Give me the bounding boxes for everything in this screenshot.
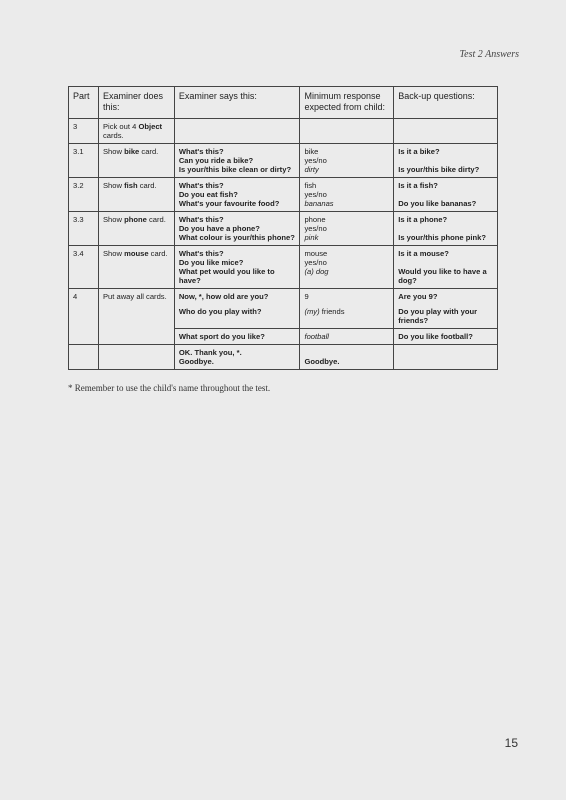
response-text: Goodbye.	[304, 357, 340, 366]
response-text: mouse	[304, 249, 328, 258]
action-object: phone	[124, 215, 147, 224]
backup-question: Is it a bike?	[398, 147, 440, 156]
part-cell: 3.1	[69, 144, 99, 178]
examiner-question: What's your favourite food?	[178, 199, 280, 208]
action-object: Object	[138, 122, 163, 131]
running-head: Test 2 Answers	[459, 49, 519, 60]
examiner-question: Goodbye.	[178, 357, 214, 366]
col-header-part: Part	[69, 87, 99, 119]
backup-question: Is it a phone?	[398, 215, 448, 224]
examiner-says-cell: Now, *, how old are you?	[174, 289, 300, 305]
action-cell	[98, 144, 174, 178]
response-text: friends	[319, 307, 345, 316]
examiner-says-cell	[174, 246, 300, 289]
response-cell	[300, 345, 394, 370]
table-row	[69, 289, 498, 305]
col-header-backup-questions: Back-up questions:	[394, 87, 498, 119]
table-row	[69, 246, 498, 289]
examiner-question: OK. Thank you, *.	[178, 348, 242, 357]
action-text: Show	[102, 181, 125, 190]
examiner-says-cell	[174, 345, 300, 370]
backup-question: Is it a mouse?	[398, 249, 449, 258]
response-cell	[300, 119, 394, 144]
action-text: card.	[148, 249, 168, 258]
response-text: (a) dog	[304, 267, 329, 276]
response-text: pink	[304, 233, 319, 242]
action-cell	[98, 212, 174, 246]
table-row	[69, 345, 498, 370]
examiner-question: What colour is your/this phone?	[178, 233, 295, 242]
examiner-says-cell	[174, 212, 300, 246]
page-number: 15	[504, 736, 518, 750]
spacer	[398, 190, 493, 199]
action-text: Show	[102, 249, 125, 258]
backup-cell	[394, 345, 498, 370]
table-row	[69, 119, 498, 144]
answers-table	[68, 86, 498, 370]
examiner-says-cell	[174, 178, 300, 212]
response-text: bananas	[304, 199, 334, 208]
backup-cell: Do you like football?	[394, 329, 498, 345]
response-text: yes/no	[304, 258, 327, 267]
backup-cell: Are you 9?	[394, 289, 498, 305]
action-text: Pick out 4	[102, 122, 139, 131]
part-cell	[69, 345, 99, 370]
action-object: mouse	[124, 249, 149, 258]
response-text: yes/no	[304, 224, 327, 233]
response-text: yes/no	[304, 156, 327, 165]
action-text: card.	[146, 215, 166, 224]
examiner-question: Do you like mice?	[178, 258, 244, 267]
backup-question: Is it a fish?	[398, 181, 438, 190]
examiner-question: What's this?	[178, 181, 224, 190]
backup-question: Is your/this bike dirty?	[398, 165, 480, 174]
action-cell	[98, 246, 174, 289]
col-header-examiner-says: Examiner says this:	[174, 87, 300, 119]
backup-cell	[394, 144, 498, 178]
col-header-minimum-response: Minimum response expected from child:	[300, 87, 394, 119]
examiner-question: Can you ride a bike?	[178, 156, 254, 165]
header-row	[69, 87, 498, 119]
footnote: * Remember to use the child's name throughout the test.	[68, 383, 271, 393]
col-header-examiner-does: Examiner does this:	[98, 87, 174, 119]
response-text: yes/no	[304, 190, 327, 199]
examiner-question: What's this?	[178, 215, 224, 224]
response-text: phone	[304, 215, 326, 224]
action-cell	[98, 345, 174, 370]
backup-cell	[394, 178, 498, 212]
examiner-question: Do you have a phone?	[178, 224, 260, 233]
spacer	[398, 258, 493, 267]
table-row	[69, 144, 498, 178]
action-text: card.	[139, 147, 159, 156]
action-object: fish	[124, 181, 138, 190]
backup-question: Would you like to have a dog?	[398, 267, 487, 285]
backup-question: Do you like bananas?	[398, 199, 477, 208]
response-cell: football	[300, 329, 394, 345]
examiner-says-cell: What sport do you like?	[174, 329, 300, 345]
response-cell: 9	[300, 289, 394, 305]
backup-cell	[394, 246, 498, 289]
examiner-question: What's this?	[178, 147, 224, 156]
response-cell	[300, 246, 394, 289]
examiner-question: Do you eat fish?	[178, 190, 238, 199]
backup-question: Is your/this phone pink?	[398, 233, 486, 242]
examiner-question: What's this?	[178, 249, 224, 258]
action-cell	[98, 119, 174, 144]
part-cell: 4	[69, 289, 99, 345]
backup-cell	[394, 212, 498, 246]
examiner-question: Is your/this bike clean or dirty?	[178, 165, 292, 174]
action-object: bike	[124, 147, 140, 156]
action-text: cards.	[102, 131, 124, 140]
response-text: dirty	[304, 165, 319, 174]
part-cell: 3	[69, 119, 99, 144]
part-cell: 3.4	[69, 246, 99, 289]
response-text: (my)	[304, 307, 320, 316]
action-cell: Put away all cards.	[98, 289, 174, 345]
response-cell	[300, 144, 394, 178]
action-text: Show	[102, 215, 125, 224]
spacer	[398, 156, 493, 165]
response-text: fish	[304, 181, 317, 190]
response-cell	[300, 178, 394, 212]
part-cell: 3.3	[69, 212, 99, 246]
examiner-question: What pet would you like to have?	[178, 267, 275, 285]
backup-cell	[394, 119, 498, 144]
examiner-says-cell: Who do you play with?	[174, 304, 300, 329]
table-row	[69, 212, 498, 246]
action-cell	[98, 178, 174, 212]
examiner-says-cell	[174, 144, 300, 178]
backup-cell: Do you play with your friends?	[394, 304, 498, 329]
table-row	[69, 178, 498, 212]
part-cell: 3.2	[69, 178, 99, 212]
action-text: Show	[102, 147, 125, 156]
action-text: card.	[137, 181, 157, 190]
examiner-says-cell	[174, 119, 300, 144]
response-cell	[300, 304, 394, 329]
spacer	[398, 224, 493, 233]
response-text: bike	[304, 147, 319, 156]
spacer	[304, 348, 389, 357]
response-cell	[300, 212, 394, 246]
